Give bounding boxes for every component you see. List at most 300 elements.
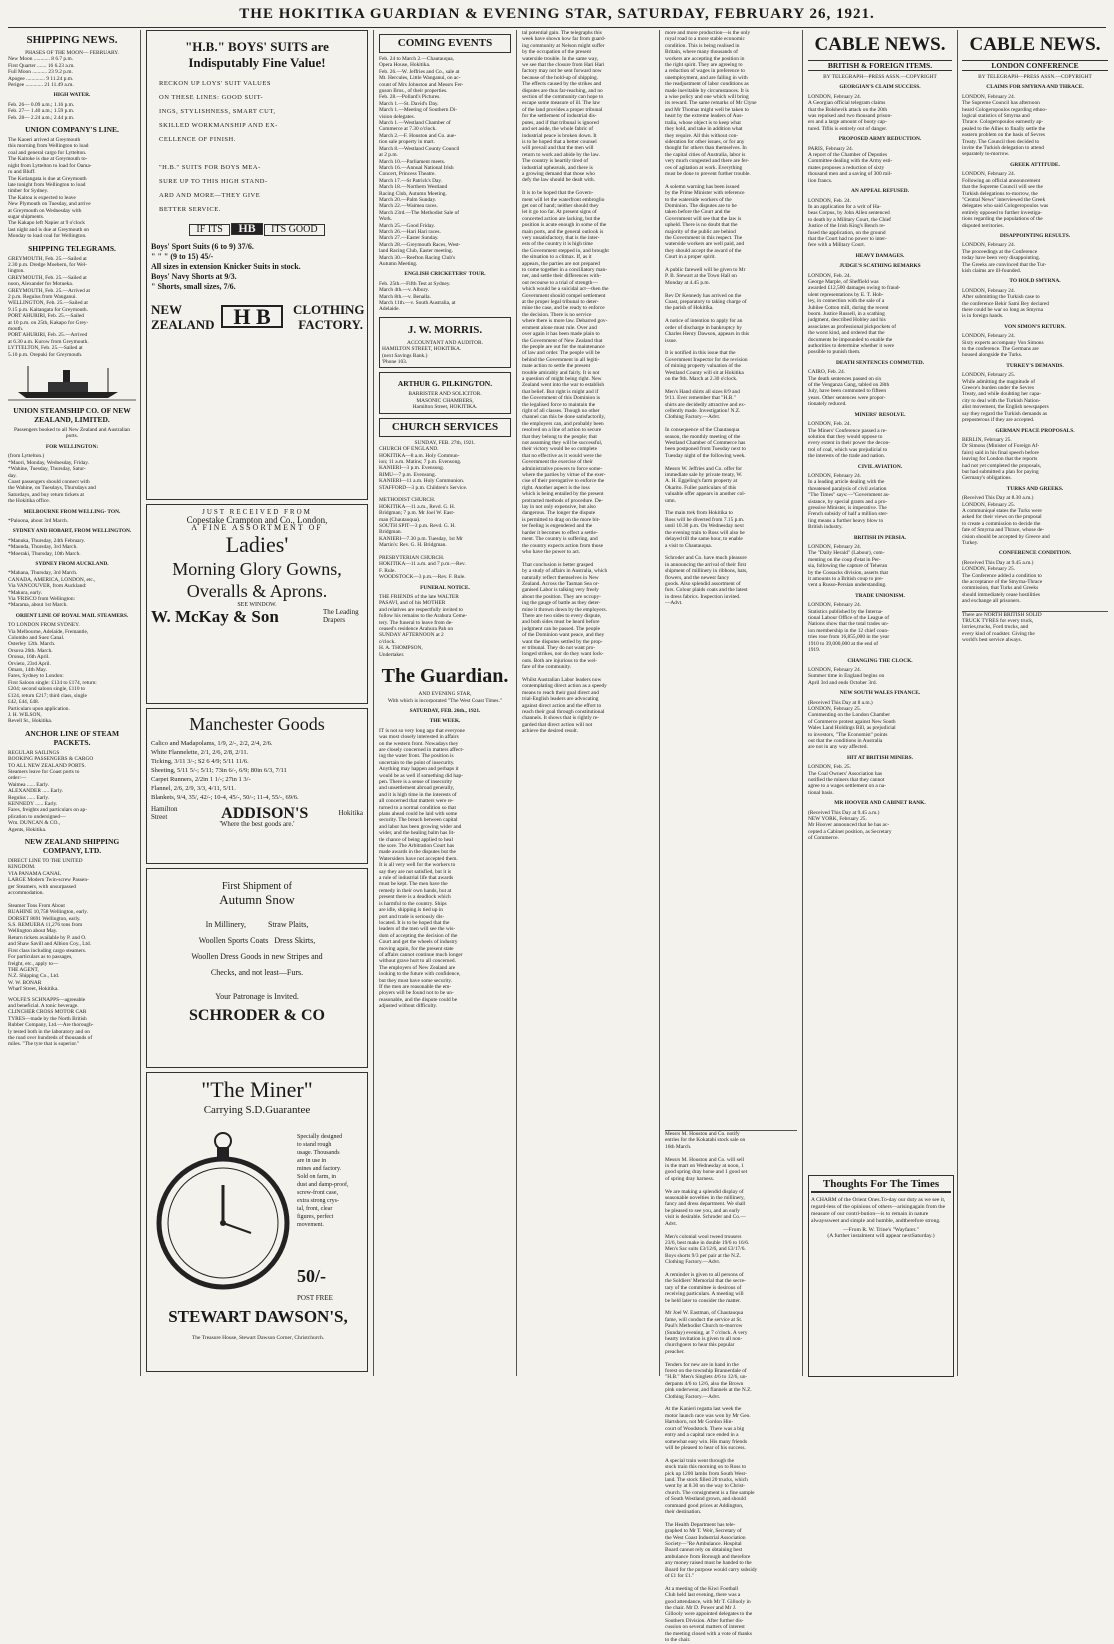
text-line: looking to the future with confidence, xyxy=(379,971,461,978)
text-line: preposterous if they are accepted. xyxy=(962,417,1035,424)
text-line: again from the measure of our contri- xyxy=(811,1204,946,1217)
nz-shipping-heading: NEW ZEALAND SHIPPING COMPANY, LTD. xyxy=(24,837,120,855)
text-line: Fares, Sydney to London: xyxy=(8,673,64,680)
text-line: receiving particulars. A meeting will xyxy=(665,1291,744,1298)
text-line: CLINCHER CROSS MOTOR CAR xyxy=(8,1009,87,1016)
text-line: DIRECT LINE TO THE UNITED xyxy=(8,858,83,864)
text-line: plans ahead could be laid with some xyxy=(379,811,458,817)
text-line: July, have been commuted to fifteen xyxy=(808,388,887,395)
coming-events-heading: COMING EVENTS xyxy=(379,34,511,53)
text-line: LONDON, February 24. xyxy=(808,93,861,100)
text-line: and beneficial. A tonic beverage. xyxy=(8,1002,79,1009)
text-line: should immediately cease hostilities xyxy=(962,591,1040,598)
text-line: Charles Henry Dawson, appears in this xyxy=(665,331,750,338)
text-line: reach their goal through constitutional xyxy=(522,709,605,716)
coming-events-list xyxy=(379,56,511,267)
text-line: get out of hand; neither should they xyxy=(522,202,599,209)
text-line: (A further instalment will appear next xyxy=(827,1233,912,1239)
text-line: administrative powers to force some- xyxy=(522,465,603,472)
text-line: invite the Turkish delegation to attend xyxy=(962,145,1044,152)
text-line: the road over hundreds of thousands of xyxy=(8,1034,93,1041)
text-line: Saturdays, and buy return tickets at xyxy=(8,491,85,498)
text-line: without grave hurt to all concerned. xyxy=(379,958,456,965)
text-line: at the proper legal tribunal to deter- xyxy=(522,299,599,306)
text-line: good spring dray horse and 1 good set xyxy=(665,1169,748,1176)
stewart-dawson: STEWART DAWSON'S, xyxy=(168,1307,348,1326)
text-line: right of all classes. Though no other xyxy=(522,407,600,414)
text-line: on the 9th. March at 2.30 o'clock. xyxy=(665,375,738,382)
text-line: Wharf Street, Hokitika. xyxy=(8,986,59,993)
text-line: SOUTH SPIT—3 p.m. Revd. G. H. xyxy=(379,522,456,529)
text-line: N.Z. Shipping Co., Ltd. xyxy=(8,973,60,980)
column-advertisements xyxy=(146,30,368,1376)
text-line: tion sale property in mart. xyxy=(379,139,435,146)
text-line: protracted methods of procedure. De- xyxy=(522,497,603,504)
text-line: harder it becomes to effect a settle- xyxy=(522,529,598,536)
hoover-body xyxy=(808,810,952,842)
text-line: Oronsa, 16th April. xyxy=(8,654,50,661)
union-steamship-heading: UNION STEAMSHIP CO. OF NEW ZEALAND, LIMITED. xyxy=(13,406,131,425)
clothing-factory-label: CLOTHING FACTORY. xyxy=(292,301,365,332)
text-line: the Government of New Zealand that xyxy=(522,337,603,344)
text-line: means to reach their goal direct and xyxy=(522,689,599,696)
text-line: ing the gauge of battle as they deter- xyxy=(522,600,601,607)
pilkington-card xyxy=(379,372,511,413)
text-line: movement. xyxy=(297,1222,324,1228)
text-line: return to work and abide by the law. xyxy=(522,151,600,158)
text-line: Sold on farm, in xyxy=(297,1174,336,1180)
text-line: that no effective as it would were the xyxy=(522,452,602,459)
miner-description xyxy=(297,1133,363,1229)
text-line: follow his remains to the Arahura Ceme- xyxy=(379,613,468,620)
text-line: guson Bros., of their properties. xyxy=(379,88,448,95)
text-line: their victory would be so complete xyxy=(522,446,598,453)
hamilton-street: Hamilton Street xyxy=(151,805,178,821)
morris-title: ACCOUNTANT AND AUDITOR. xyxy=(407,339,483,346)
shipping-news-heading: SHIPPING NEWS. xyxy=(26,34,118,46)
text-line: Board for the purpose would carry subsidy xyxy=(665,1566,758,1573)
text-line: P. B. Stewart at the Town Hall on xyxy=(665,273,737,280)
text-line: ceased's residence Arahura Pah on xyxy=(379,626,454,633)
text-line: Colombo and Suez Canal. xyxy=(8,635,65,642)
text-line: Justice of the Irish King's Bench re- xyxy=(808,223,886,230)
greek-heading: GREEK ATTITUDE. xyxy=(1010,161,1060,168)
text-line: Bridgman; 7 p.m. Mr Joel W. East- xyxy=(379,510,455,517)
text-line: delayed till the same hour, to enable xyxy=(665,536,743,543)
wolfe-schnapps-body xyxy=(8,997,136,1048)
text-line: of Commerce protest against New South xyxy=(808,718,896,725)
text-line: (from Lyttelton.) xyxy=(8,453,45,460)
anchor-line-heading: ANCHOR LINE OF STEAM PACKETS. xyxy=(24,728,120,747)
text-line: vent a Russo-Persian understanding. xyxy=(808,582,887,589)
text-line: noon, Alexander for Motueka. xyxy=(8,281,74,288)
text-line: There are two sides to every dispute, xyxy=(522,612,602,619)
high-water-list xyxy=(8,102,136,121)
text-line: ambulance from Borough and therefore xyxy=(665,1553,751,1560)
text-line: tary of the committee is desirous of xyxy=(665,1284,742,1291)
text-line: more and more production—is the only xyxy=(665,30,751,36)
text-line: RUAHINE 10,758 Wellington, early. xyxy=(8,909,88,916)
text-line: CAIRO, Feb. 24. xyxy=(808,369,845,376)
text-line: The employers of New Zealand are xyxy=(379,964,456,971)
text-line: dom of accepting the decision of the xyxy=(379,932,458,939)
text-line: Okarito. Fuller particulars of this xyxy=(665,484,737,491)
text-line: Adelaide. xyxy=(379,306,400,313)
text-line: industrial upheavals, and there is xyxy=(522,164,593,171)
sydney-auckland-heading: SYDNEY FROM AUCKLAND. xyxy=(35,560,109,567)
incorporated-label: With which is incorporated "The West Coast Times." xyxy=(387,697,503,704)
text-line: ling means a further heavy blow to xyxy=(808,517,884,524)
text-line: church. The consignment is a fine sample xyxy=(665,1489,755,1496)
column-events xyxy=(379,30,511,1376)
text-line: sideration for other issues, or for any xyxy=(665,138,745,145)
text-line: agree to a wages settlement on a na- xyxy=(808,783,886,790)
text-line: March 1.—Westland Chamber of xyxy=(379,120,451,127)
text-line: about the position. They are occupy- xyxy=(522,593,601,600)
german-heading: GERMAN PEACE PROPOSALS. xyxy=(995,427,1075,434)
text-line: the West Coast Industrial Association xyxy=(665,1534,746,1541)
text-line: SKILLED WORKMANSHIP AND EX- xyxy=(159,122,278,129)
text-line: the employers can, and probably been xyxy=(522,420,604,427)
text-line: possible to punish them. xyxy=(808,349,861,356)
text-line: shipment of millinery in ribbons, hats, xyxy=(665,568,748,575)
text-line: Nations show that the total trades un- xyxy=(808,621,889,628)
text-line: The Miners' Conference passed a re- xyxy=(808,427,887,434)
text-line: very unsatisfactory, that is the inter- xyxy=(522,235,600,241)
text-line: to the waterside workers of the xyxy=(665,196,732,203)
smyrna-heading: CLAIMS FOR SMYRNA AND THRACE. xyxy=(986,84,1084,91)
text-line: *Maunda, Thursday, 3rd March. xyxy=(8,544,78,551)
text-line: Coast passengers should connect with xyxy=(8,478,90,485)
text-line: In consequence of the Chautauqua xyxy=(665,427,740,434)
text-line: world's best service always. xyxy=(962,637,1022,644)
text-line: visit is desirable. Schroder and Co.— xyxy=(665,1214,746,1221)
text-line: VIA PANAMA CANAL xyxy=(8,870,62,877)
text-line: The country is heartily tired of xyxy=(522,158,589,165)
column-divider xyxy=(659,30,660,1376)
text-line: Wellington about May. xyxy=(8,928,58,935)
text-line: Sixty experts accompany Von Simons xyxy=(962,339,1044,346)
text-line: cellently made. Investigation! N.Z. xyxy=(665,407,741,414)
text-line: (Received This Day at 8.30 a.m.) xyxy=(962,495,1034,502)
text-line: Calico and Madapolams, 1/9, 2/-, 2/2, 2/4, 2/6. xyxy=(151,740,273,747)
text-line: mate action to settle the present xyxy=(522,363,591,370)
text-line: All sizes in extension Knicker Suits in stock. xyxy=(151,261,301,271)
text-line: LONDON, February 24. xyxy=(962,242,1015,249)
orient-line-heading: ORIENT LINE OF ROYAL MAIL STEAMERS. xyxy=(15,612,129,619)
text-line: city to deal with the Turkish Nation- xyxy=(962,397,1041,404)
text-line: CHURCH OF ENGLAND. xyxy=(379,446,439,453)
text-line: Revell St., Hokitika. xyxy=(8,718,53,725)
text-line: in dress fabrics. Inspection invited. xyxy=(665,593,741,600)
text-line: lington. xyxy=(8,268,25,275)
text-line: KANIERI—7.30 p.m. Tuesday, 1st Mr xyxy=(379,535,463,542)
text-line: *Paloona, about 3rd March. xyxy=(8,517,69,524)
text-line: Rubber Company, Ltd.—Are thorough- xyxy=(8,1022,94,1029)
text-line: Britain, where many thousands of xyxy=(665,49,738,56)
text-line: is in foreign hands. xyxy=(962,313,1004,320)
trade-heading: TRADE UNIONISM. xyxy=(855,592,905,599)
moon-list xyxy=(8,56,136,88)
text-line: Gillooly were appointed delegates to the xyxy=(665,1611,753,1618)
text-line: alist movement, the English newspapers xyxy=(962,404,1049,411)
text-line: 23/6, best make in double 19/6 to 16/6. xyxy=(665,1239,750,1246)
text-line: and relatives are respectfully invited to xyxy=(379,606,463,613)
text-line: will prevail and that the men will xyxy=(522,145,594,152)
text-line: Sheeting, 5/11 5/-; 5/11; 73in 6/-, 6/9; 80in 6/3, 7/11 xyxy=(151,767,287,774)
text-line: present there is a deadlock which xyxy=(379,894,451,901)
text-line: of spring dray harness. xyxy=(665,1175,715,1182)
text-line: issue. xyxy=(665,337,678,344)
text-line: say they regard the Turkish demands as xyxy=(962,410,1048,417)
text-line: motor launch race was won by Mr Geo. xyxy=(665,1412,751,1419)
text-line: STAFFORD—3 p.m. Children's Service. xyxy=(379,484,468,491)
text-line: Particulars upon application. xyxy=(8,705,70,712)
text-line: the Government of this Dominion is xyxy=(522,395,601,402)
text-line: of affairs cannot continue much longer xyxy=(379,951,463,958)
text-line: by the occupation of the present xyxy=(522,49,592,56)
text-line: 1919. xyxy=(808,647,821,654)
text-line: NEW YORK, February 25. xyxy=(808,816,867,823)
von-heading: VON SIMON'S RETURN. xyxy=(1004,323,1066,330)
text-line: the capital cities of Australia, labor is xyxy=(665,151,746,158)
text-line: trial-English leaders are advocating xyxy=(522,696,599,703)
text-line: A CHARM of the Orient Ones. xyxy=(811,1197,881,1203)
text-line: Omars, 14th May. xyxy=(8,667,47,674)
text-line: THE AGENT, xyxy=(8,966,39,973)
text-line: where there is more law. Debarred gov- xyxy=(522,318,608,325)
text-line: ing community at Nelson might suffer xyxy=(522,42,605,49)
text-line: extra strong crys- xyxy=(297,1198,339,1204)
text-line: It is to be hoped that the Govern- xyxy=(522,190,594,197)
text-line: to the chair. xyxy=(665,1637,691,1644)
melbourne-heading: MELBOURNE FROM WELLING- TON. xyxy=(23,508,121,515)
text-line: Government Inspector for the revision xyxy=(665,356,748,363)
text-line: Perigee ............. 21 11.49 a.m. xyxy=(8,82,74,89)
text-line: position is acute enough in some of the xyxy=(522,222,607,229)
text-line: Treaty. The Council then decided to xyxy=(962,138,1040,145)
text-line: Ticking, 3/11 3/-; S2 6 4/9; 5/11 11/6. xyxy=(151,758,249,765)
text-line: land Racing Club, Easter meeting. xyxy=(379,248,453,255)
text-line: The proceedings at the Conference xyxy=(962,248,1038,255)
text-line: HOKITIKA—11 a.m., Revd. G. H. xyxy=(379,503,456,510)
union-steamship-sub: Passengers booked to all New Zealand and Australian ports. xyxy=(13,427,131,440)
text-line: HOKITIKA—8 a.m. Holy Commun- xyxy=(379,452,460,459)
text-line: Court in a proper spirit. xyxy=(665,254,716,261)
text-line: KANIERI—3 p.m. Evensong. xyxy=(379,465,445,472)
woollen-line: Woollen Sports Coats Dress Skirts, xyxy=(198,935,316,945)
text-line: its reward. The same remarks of Mr Clyne xyxy=(665,100,757,107)
text-line: figures, perfect xyxy=(297,1214,334,1220)
text-line: disputes are thus far-reaching, and no xyxy=(522,87,603,94)
text-line: Feb. 28.—Pollard's Pictures. xyxy=(379,94,441,101)
text-line: March 26.—Hari Hari races. xyxy=(379,228,441,235)
text-line: Greece's burden under the Sevres xyxy=(962,385,1034,392)
text-line: DORSET 8691 Wellington, early. xyxy=(8,915,81,922)
conference-condition-body xyxy=(962,560,1108,605)
text-line: £124, return £217; third class, single xyxy=(8,692,87,699)
text-line: Wm. DUNCAN & CO., xyxy=(8,820,61,827)
text-line: Southern Division. After further dis- xyxy=(665,1617,744,1624)
text-line: Messrs M. Houston and Co. will sell xyxy=(665,1156,745,1163)
text-line: TYRES—made by the North British xyxy=(8,1015,87,1022)
text-line: churchgoers to hear this popular xyxy=(665,1342,735,1349)
text-line: their destination. xyxy=(665,1508,702,1515)
thoughts-heading: Thoughts For The Times xyxy=(811,1178,951,1193)
tyres-ad xyxy=(962,611,1108,644)
text-line: Feb. 24 to March 2.—Chautauqua, xyxy=(379,56,455,62)
text-line: LONDON, February 24. xyxy=(962,93,1015,100)
text-line: Steamer Tons From About xyxy=(8,902,65,909)
text-line: lion francs. xyxy=(808,177,833,184)
text-line: Steamers leave for Coast ports to xyxy=(8,768,80,775)
text-line: heard Cologeropoulos regarding ethno- xyxy=(962,106,1047,113)
text-line: every extent in their power the decon- xyxy=(808,440,891,447)
damages-heading: HEAVY DAMAGES. xyxy=(855,252,905,259)
text-line: ulent representations by E. T. Hob- xyxy=(808,291,884,298)
text-line: ests of the country it is high time xyxy=(522,241,593,248)
column-shipping xyxy=(8,30,136,1376)
see-window: SEE WINDOW. xyxy=(237,601,277,608)
new-zealand-label: NEW ZEALAND xyxy=(151,301,215,332)
text-line: Saturday.) xyxy=(911,1233,935,1239)
text-line: LONDON, Feb. 24. xyxy=(808,421,851,428)
text-line: LONDON, February 25. xyxy=(808,705,861,712)
text-line: CELLENCE OF FINISH. xyxy=(159,136,236,143)
text-line: season, the monthly meeting of the xyxy=(665,433,741,440)
text-line: March 11th.—v. South Australia, at xyxy=(379,300,456,307)
text-line: "H.B." SUITS FOR BOYS MEA- xyxy=(159,164,261,171)
text-line: (Received This Day at 9.45 a.m.) xyxy=(962,559,1034,566)
text-line: the Government in this respect. The xyxy=(665,235,743,241)
text-line: (next Savings Bank.) xyxy=(382,352,428,359)
text-line: TO ALL NEW ZEALAND PORTS. xyxy=(8,762,86,769)
text-line: PARIS, February 24. xyxy=(808,145,854,152)
text-line: day. xyxy=(8,472,17,479)
text-line: ployers will be found not to be un- xyxy=(379,990,454,997)
text-line: (Sunday) evening, at 7 o'clock. A very xyxy=(665,1329,748,1336)
text-line: March 20.—Palm Sunday. xyxy=(379,196,437,203)
text-line: asked for their views on the proposal xyxy=(962,514,1042,521)
text-line: The effects caused by the strikes and xyxy=(522,81,602,88)
copestake: Copestake Crampton and Co., London, xyxy=(186,514,328,525)
text-line: fame, will conduct the service at St. xyxy=(665,1316,743,1323)
for-wellington-body xyxy=(8,453,136,504)
text-line: tralia, whose object is to keep what xyxy=(665,119,741,126)
text-line: trouble amicably and fairly. It is not xyxy=(522,369,600,376)
appeal-body xyxy=(808,198,952,249)
text-line: Society—"Re Ambulance. Hospital xyxy=(665,1541,742,1547)
funeral-notice-body xyxy=(379,594,511,658)
text-line: New Moon ............ 8 6.7 p.m. xyxy=(8,56,73,63)
text-line: Mr Joel W. Eastman, of Chautauqua xyxy=(665,1310,743,1317)
text-line: Agents, Hokitika. xyxy=(8,826,47,833)
text-line: fate of Smyrna and Thrace, whose de- xyxy=(962,527,1045,534)
text-line: was repulsed and two thousand prison- xyxy=(808,113,892,120)
text-line: Boys' Navy Shorts at 9/3. xyxy=(151,271,237,281)
text-line: Clothing Factory.—Advt. xyxy=(665,1393,721,1400)
text-line: LONDON, February 24. xyxy=(962,171,1015,178)
text-line: A Georgian official telegram claims xyxy=(808,100,886,107)
text-line: LONDON, February 24. xyxy=(962,333,1015,340)
army-body xyxy=(808,146,952,184)
text-line: WOLFE'S SCHNAPPS—agreeable xyxy=(8,996,86,1003)
conference-condition-heading: CONFERENCE CONDITION. xyxy=(998,550,1072,557)
text-line: that belief. But right is might and if xyxy=(522,388,599,395)
text-line: ment will let the waterfront embroglio xyxy=(522,196,605,203)
column-divider xyxy=(802,30,803,1376)
text-line: The death sentences passed on six xyxy=(808,375,882,382)
text-line: by the Cossacks division, asserts that xyxy=(808,569,888,576)
text-line: concerted action are lacking, but the xyxy=(522,215,601,222)
text-line: out that the conditions in Australia xyxy=(808,737,883,744)
the-week-body xyxy=(379,728,511,1010)
text-line: factory may not be sent forward now xyxy=(522,68,602,75)
text-line: are idle, shipping is tied up in xyxy=(379,907,443,914)
text-line: lorries,trucks, Ford trucks, and xyxy=(962,624,1029,631)
text-line: of mining property valuation of the xyxy=(665,363,741,370)
text-line: authorities to determine whether it were xyxy=(808,343,895,350)
georgians-body xyxy=(808,94,952,132)
georgians-heading: GEORGIAN'S CLAIM SUCCESS. xyxy=(839,84,921,91)
text-line: turned to a normal condition so that xyxy=(379,804,456,811)
text-line: to death by a Military Court, the Chief xyxy=(808,216,891,223)
conference-press-label: BY TELEGRAPH—PRESS ASSN.—COPYRIGHT xyxy=(978,74,1092,80)
text-line: At the Kanieri regatta last week the xyxy=(665,1406,742,1413)
text-line: 2 p.m. Regulus from Wanganui. xyxy=(8,294,77,300)
nz-shipping-body xyxy=(8,858,136,993)
text-line: in the mart on Wednesday at noon, 1 xyxy=(665,1163,744,1170)
text-line: defy the law should be dealt with. xyxy=(522,177,595,184)
text-line: fere with a Military Court. xyxy=(808,242,866,249)
text-line: *Maori, Monday, Wednesday, Friday. xyxy=(8,459,89,466)
text-line: escape some measure of ill. The law xyxy=(522,100,601,107)
text-line: kish claims are ill-founded. xyxy=(962,267,1021,274)
text-line: PASAVI, and of his MOTHER xyxy=(379,600,446,607)
text-line: LONDON, Feb. 24. xyxy=(808,272,851,279)
text-line: royal road to a more stable economic xyxy=(665,36,745,43)
text-line: The main trek from Hokitika to xyxy=(665,510,733,517)
text-line: garded that direct action will not xyxy=(522,721,593,728)
text-line: upheld. There is no doubt that the xyxy=(665,222,738,229)
text-line: March 1.—Meeting of Southern Di- xyxy=(379,107,457,114)
text-line: Jubilee Cotton mill, during the recent xyxy=(808,304,889,311)
text-line: ment. The country is suffering, and xyxy=(522,536,598,543)
text-line: A communiqué states the Turks were xyxy=(962,507,1042,514)
text-line: delegates who said Cologeropoulos was xyxy=(962,203,1049,210)
miner-price: 50/- xyxy=(297,1266,326,1286)
text-line: Clothing Factory.—Advt. xyxy=(665,414,721,421)
text-line: on the western front. Nowadays they xyxy=(379,740,459,747)
turks-body xyxy=(962,495,1108,546)
aviation-body xyxy=(808,473,952,531)
text-line: the right spirit. They are agreeing to xyxy=(665,62,743,69)
text-line: LONDON, February 25. xyxy=(962,566,1015,573)
text-line: achieve the desired result. xyxy=(522,728,578,735)
text-line: immediate sale by private treaty, W. xyxy=(665,472,743,479)
issue-date: SATURDAY, FEB. 26th., 1921. xyxy=(409,707,481,714)
carrying-guarantee: Carrying S.D.Guarantee xyxy=(203,1104,311,1116)
text-line: and Shaw Savill and Albion Coy., Ltd. xyxy=(8,941,92,948)
text-line: SUNDAY AFTERNOON at 2 xyxy=(379,632,444,639)
text-line: White Flannelette, 2/1, 2/6, 2/8, 2/11. xyxy=(151,749,249,756)
text-line: goods. Also splendid assortment of xyxy=(665,580,741,587)
text-line: Commerce at 7.30 o'clock. xyxy=(379,126,437,133)
overalls-aprons: Overalls & Aprons. xyxy=(186,580,328,601)
text-line: BERLIN, February 25. xyxy=(962,436,1012,443)
text-line: Full Moon ........... 23 9.2 p.m. xyxy=(8,69,73,76)
text-line: Board cannot rely on obtaining best xyxy=(665,1547,743,1554)
